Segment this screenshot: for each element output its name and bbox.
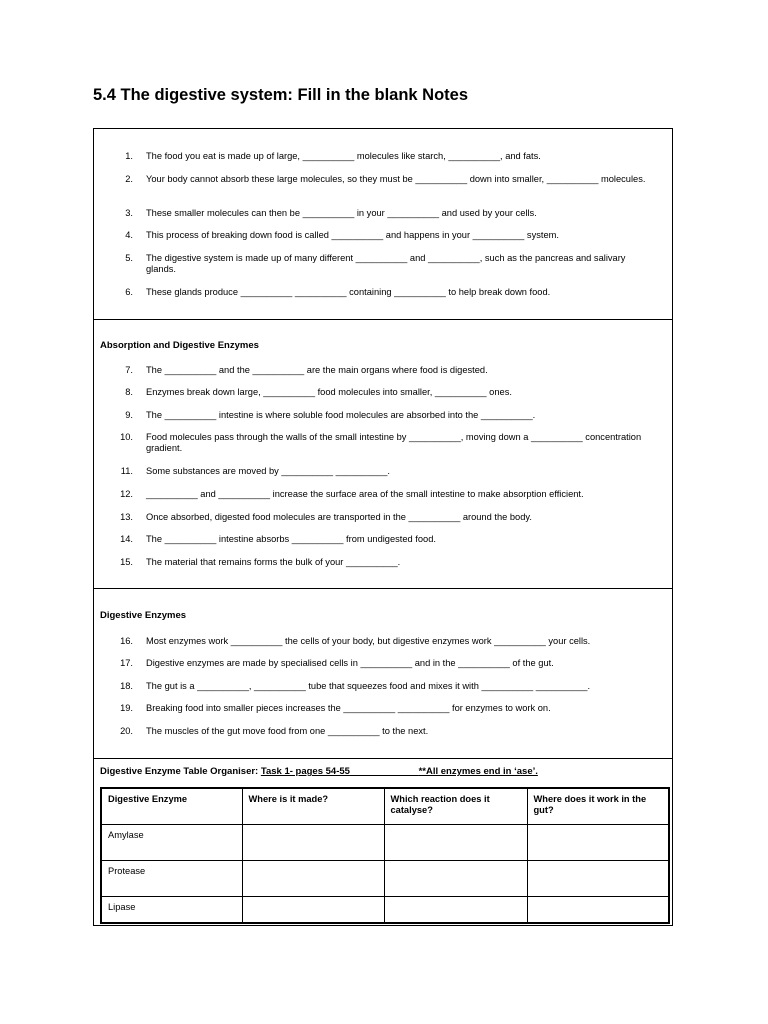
item-text: This process of breaking down food is called __________ and happens in your __________ system. — [146, 230, 559, 240]
item-number: 5. — [125, 253, 133, 263]
list-item — [94, 151, 672, 162]
item-text: __________ and __________ increase the surface area of the small intestine to make absorption efficient. — [146, 489, 584, 499]
list-item — [94, 658, 672, 669]
page-title: 5.4 The digestive system: Fill in the blank Notes — [93, 86, 469, 104]
item-number: 20. — [120, 726, 133, 736]
organiser-spacer — [350, 766, 419, 777]
organiser-task — [261, 766, 538, 777]
item-text: Once absorbed, digested food molecules are transported in the __________ around the body. — [146, 512, 532, 522]
answer-cell[interactable] — [242, 861, 384, 897]
organiser-label: Digestive Enzyme Table Organiser: — [100, 766, 261, 777]
section-heading: Absorption and Digestive Enzymes — [100, 340, 259, 351]
answer-cell[interactable] — [527, 825, 669, 861]
answer-cell[interactable] — [384, 861, 527, 897]
organiser-task-text: Task 1- pages 54-55 — [260, 766, 350, 777]
item-number: 8. — [125, 387, 133, 397]
organiser-note: **All enzymes end in ‘ase’. — [418, 766, 538, 777]
list-item — [94, 636, 672, 647]
list-item — [94, 557, 672, 568]
item-text: The __________ intestine is where soluble food molecules are absorbed into the __________. — [146, 410, 536, 420]
item-text: Your body cannot absorb these large molecules, so they must be __________ down into smaller, __________ molecules. — [146, 174, 646, 184]
item-text: The __________ intestine absorbs __________ from undigested food. — [146, 534, 436, 544]
column-header: Where is it made? — [242, 788, 384, 825]
item-number: 9. — [125, 410, 133, 420]
absorption-section — [94, 319, 672, 588]
item-number: 3. — [125, 208, 133, 218]
enzymes-list — [94, 636, 672, 737]
item-number: 11. — [120, 466, 133, 476]
item-text: Enzymes break down large, __________ food molecules into smaller, __________ ones. — [146, 387, 512, 397]
worksheet-frame — [93, 128, 673, 926]
enzyme-name-cell: Amylase — [101, 825, 242, 861]
answer-cell[interactable] — [384, 897, 527, 923]
item-number: 7. — [125, 365, 133, 375]
answer-cell[interactable] — [242, 825, 384, 861]
enzyme-name-cell: Lipase — [101, 897, 242, 923]
absorption-list — [94, 365, 672, 568]
item-text: The material that remains forms the bulk of your __________. — [146, 557, 401, 567]
list-item — [94, 410, 672, 421]
list-item — [94, 466, 672, 477]
enzyme-name-cell: Protease — [101, 861, 242, 897]
item-number: 6. — [125, 287, 133, 297]
item-number: 13. — [120, 512, 133, 522]
list-item — [94, 253, 672, 275]
item-number: 17. — [120, 658, 133, 668]
item-text: Some substances are moved by __________ __________. — [146, 466, 390, 476]
item-text: Breaking food into smaller pieces increases the __________ __________ for enzymes to work on. — [146, 703, 551, 713]
item-text: These smaller molecules can then be __________ in your __________ and used by your cells. — [146, 208, 537, 218]
organiser-section — [94, 758, 672, 925]
item-number: 15. — [120, 557, 133, 567]
item-number: 16. — [120, 636, 133, 646]
item-number: 2. — [125, 174, 133, 184]
item-number: 14. — [120, 534, 133, 544]
organiser-heading — [100, 766, 538, 777]
item-text: Most enzymes work __________ the cells of your body, but digestive enzymes work __________ your cells. — [146, 636, 591, 646]
item-text: These glands produce __________ __________ containing __________ to help break down food. — [146, 287, 551, 297]
list-item — [94, 489, 672, 500]
intro-list — [94, 151, 672, 298]
item-text: The gut is a __________, __________ tube that squeezes food and mixes it with __________ __________. — [146, 681, 591, 691]
answer-cell[interactable] — [242, 897, 384, 923]
item-text: Digestive enzymes are made by specialised cells in __________ and in the __________ of the gut. — [146, 658, 554, 668]
item-number: 12. — [120, 489, 133, 499]
section-heading: Digestive Enzymes — [100, 610, 187, 621]
column-header: Where does it work in the gut? — [527, 788, 669, 825]
list-item — [94, 287, 672, 298]
list-item — [94, 534, 672, 545]
item-text: The digestive system is made up of many different __________ and __________, such as the pancreas and salivary glands. — [146, 253, 626, 274]
list-item — [94, 230, 672, 241]
answer-cell[interactable] — [384, 825, 527, 861]
item-number: 1. — [125, 151, 133, 161]
table-row — [101, 861, 669, 897]
list-item — [94, 365, 672, 376]
list-item — [94, 703, 672, 714]
item-number: 18. — [120, 681, 133, 691]
item-number: 19. — [120, 703, 133, 713]
table-row — [101, 825, 669, 861]
item-number: 10. — [120, 432, 133, 442]
answer-cell[interactable] — [527, 861, 669, 897]
item-text: The muscles of the gut move food from one __________ to the next. — [146, 726, 429, 736]
enzyme-table — [100, 787, 670, 924]
item-text: Food molecules pass through the walls of the small intestine by __________, moving down a __________ concentration gradient. — [146, 432, 642, 453]
intro-section — [94, 129, 672, 319]
list-item — [94, 208, 672, 219]
column-header: Which reaction does it catalyse? — [384, 788, 527, 825]
item-text: The food you eat is made up of large, __________ molecules like starch, __________, and fats. — [146, 151, 541, 161]
enzymes-section — [94, 588, 672, 758]
list-item — [94, 432, 672, 454]
column-header: Digestive Enzyme — [101, 788, 242, 825]
table-row — [101, 897, 669, 923]
list-item — [94, 681, 672, 692]
list-item — [94, 726, 672, 737]
answer-cell[interactable] — [527, 897, 669, 923]
list-item — [94, 512, 672, 523]
item-number: 4. — [125, 230, 133, 240]
table-header-row — [101, 788, 669, 825]
list-item — [94, 174, 672, 196]
list-item — [94, 387, 672, 398]
item-text: The __________ and the __________ are the main organs where food is digested. — [146, 365, 488, 375]
